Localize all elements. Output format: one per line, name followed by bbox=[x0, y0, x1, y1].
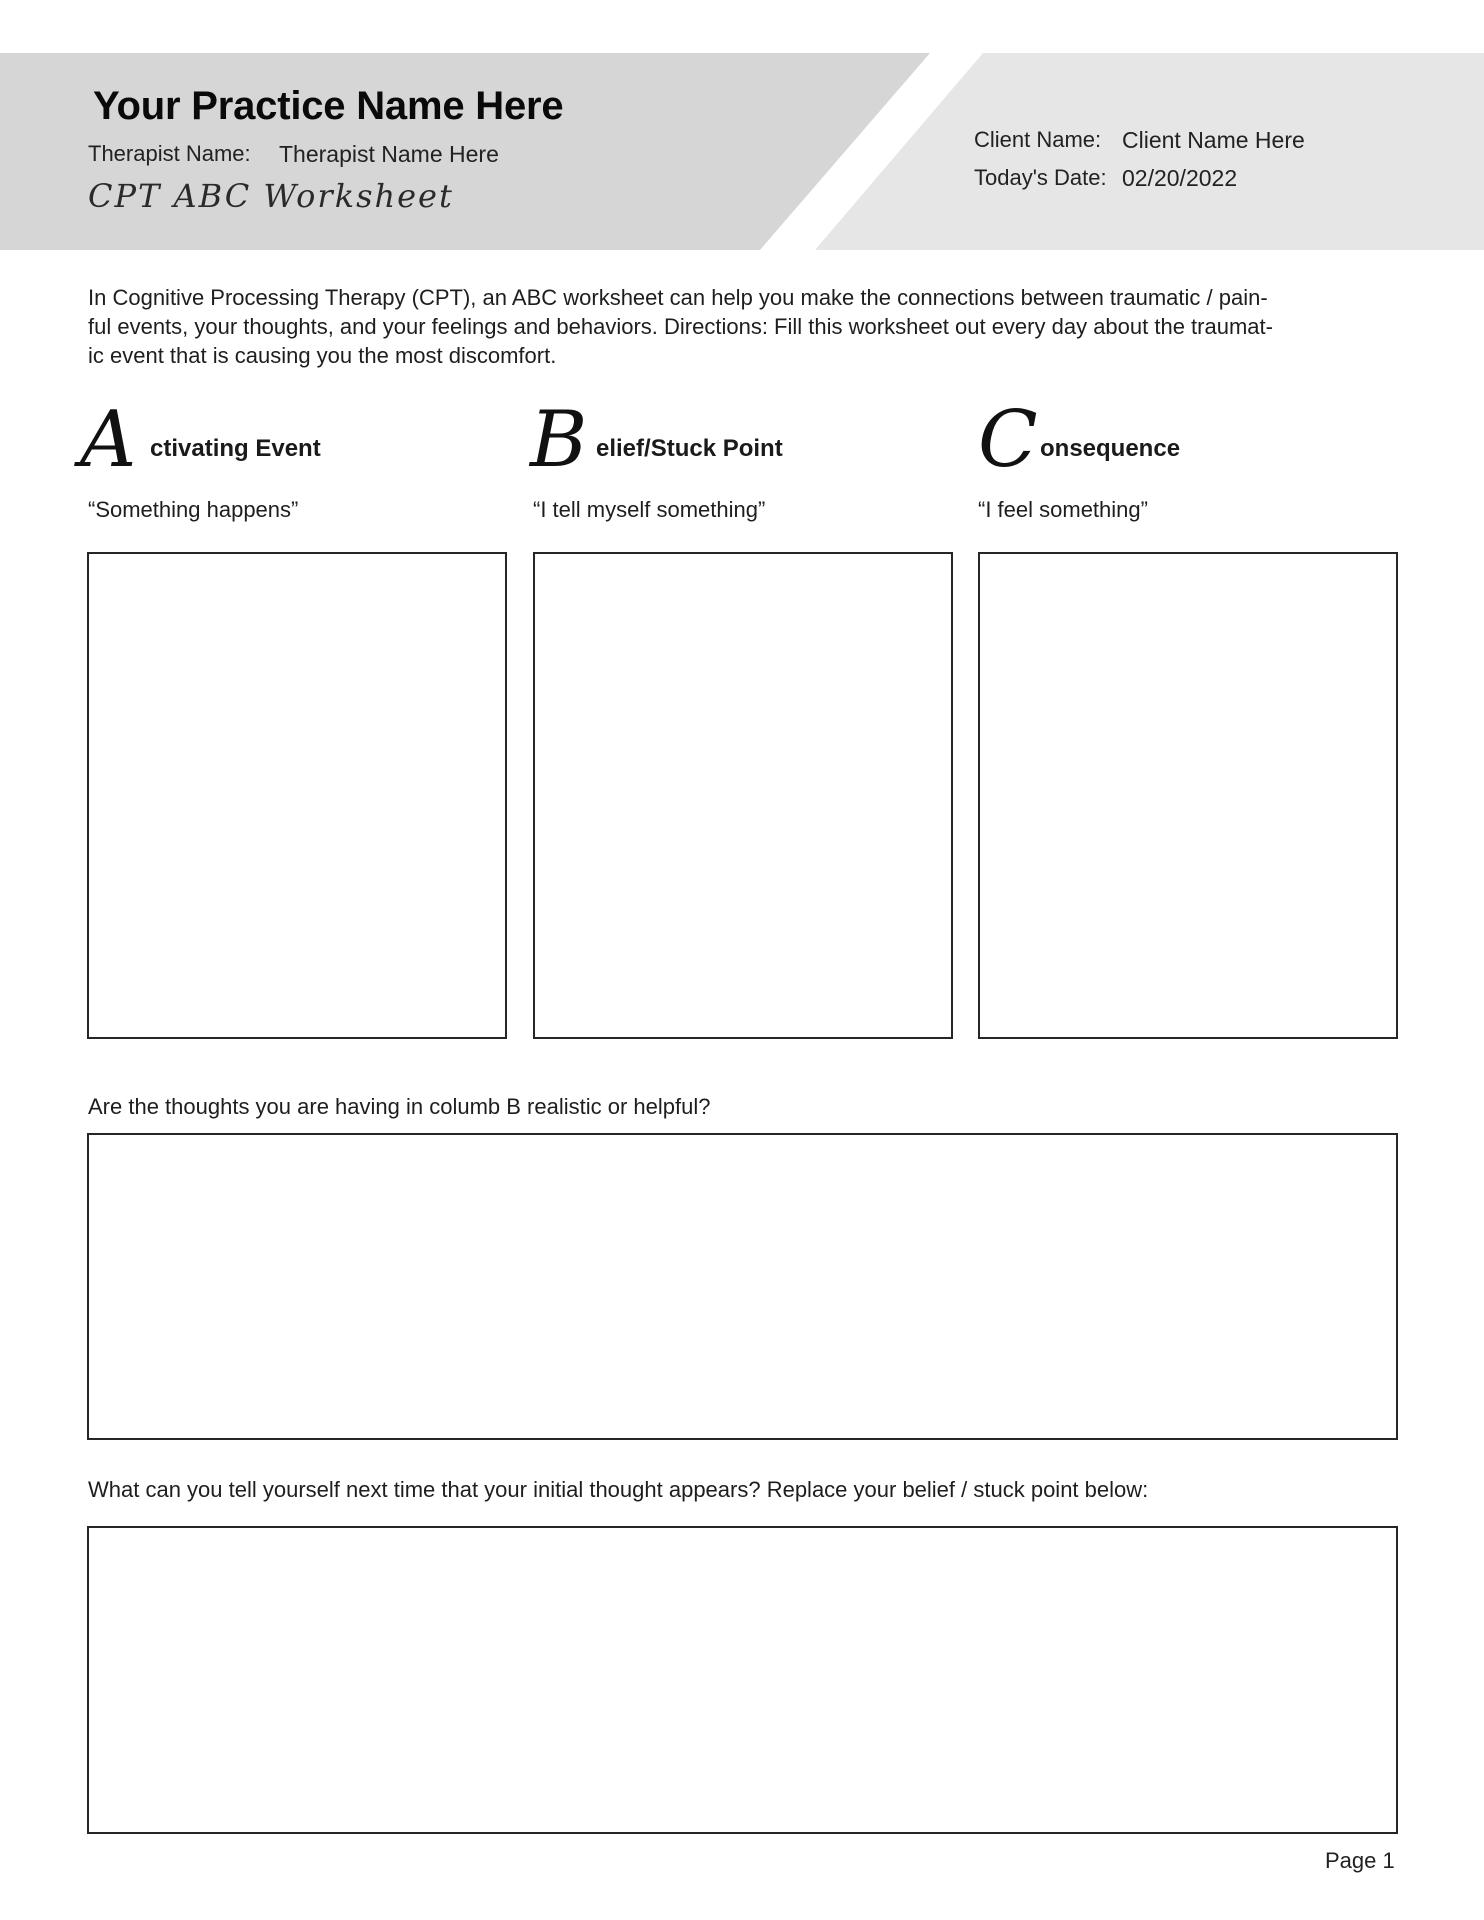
date-field[interactable]: 02/20/2022 bbox=[1122, 165, 1238, 191]
date-label: Today's Date: bbox=[974, 165, 1107, 190]
column-a-quote: “Something happens” bbox=[88, 497, 299, 522]
column-c-quote: “I feel something” bbox=[978, 497, 1148, 522]
realistic-helpful-answer-box[interactable] bbox=[87, 1133, 1398, 1440]
practice-name: Your Practice Name Here bbox=[93, 84, 564, 128]
column-a-title: ctivating Event bbox=[150, 435, 321, 462]
therapist-name-row bbox=[88, 141, 499, 167]
column-b-title: elief/Stuck Point bbox=[596, 435, 783, 462]
replace-belief-answer-box[interactable] bbox=[87, 1526, 1398, 1834]
column-c-initial: C bbox=[978, 395, 1038, 485]
belief-stuck-point-box[interactable] bbox=[533, 552, 953, 1039]
date-row bbox=[974, 165, 1238, 191]
therapist-name-field[interactable]: Therapist Name Here bbox=[279, 141, 499, 167]
activating-event-box[interactable] bbox=[87, 552, 507, 1039]
column-c-title: onsequence bbox=[1040, 435, 1181, 462]
intro-line: ic event that is causing you the most discomfort. bbox=[88, 343, 557, 368]
client-name-label: Client Name: bbox=[974, 127, 1102, 152]
consequence-box[interactable] bbox=[978, 552, 1398, 1039]
worksheet-title: CPT ABC Worksheet bbox=[88, 177, 454, 215]
intro-line: ful events, your thoughts, and your feelings and behaviors. Directions: Fill this worksheet out every day about the traumat- bbox=[88, 314, 1273, 339]
page-number: Page 1 bbox=[1325, 1848, 1395, 1873]
column-b-quote: “I tell myself something” bbox=[533, 497, 766, 522]
intro-line: In Cognitive Processing Therapy (CPT), an ABC worksheet can help you make the connections between traumatic / pain- bbox=[88, 285, 1268, 310]
column-a-initial: A bbox=[80, 395, 137, 485]
question-realistic-helpful: Are the thoughts you are having in columb B realistic or helpful? bbox=[88, 1094, 711, 1119]
client-name-row bbox=[974, 127, 1305, 153]
column-b-initial: B bbox=[530, 395, 588, 485]
intro-paragraph bbox=[88, 283, 1394, 370]
question-replace-belief: What can you tell yourself next time that your initial thought appears? Replace your belief / stuck point below: bbox=[88, 1477, 1149, 1502]
therapist-name-label: Therapist Name: bbox=[88, 141, 251, 166]
client-name-field[interactable]: Client Name Here bbox=[1122, 127, 1305, 153]
